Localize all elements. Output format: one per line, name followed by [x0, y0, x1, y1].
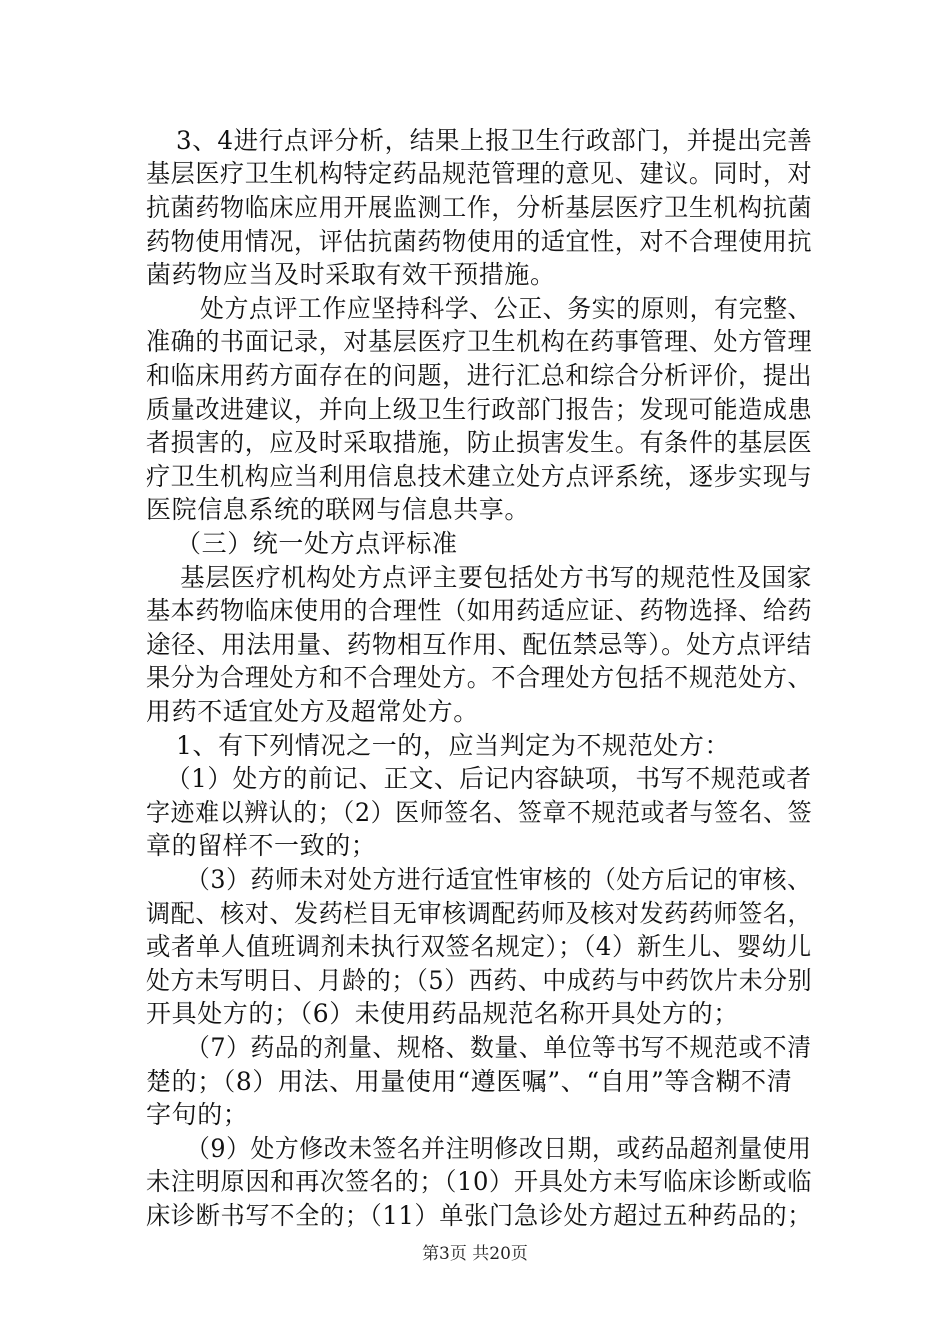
text-line: 者损害的，应及时采取措施，防止损害发生。有条件的基层医: [146, 428, 813, 457]
text-line: 章的留样不一致的；: [146, 831, 377, 860]
text-line: 基层医疗机构处方点评主要包括处方书写的规范性及国家: [180, 563, 813, 592]
text-line: （1）处方的前记、正文、后记内容缺项，书写不规范或者: [166, 764, 812, 793]
text-line: 质量改进建议，并向上级卫生行政部门报告；发现可能造成患: [146, 395, 813, 424]
text-line: 抗菌药物临床应用开展监测工作，分析基层医疗卫生机构抗菌: [146, 193, 813, 222]
text-line: 用药不适宜处方及超常处方。: [146, 697, 479, 726]
text-line: 途径、用法用量、药物相互作用、配伍禁忌等）。处方点评结: [146, 630, 812, 659]
text-line: 基层医疗卫生机构特定药品规范管理的意见、建议。同时，对: [146, 159, 813, 188]
section-heading: （三）统一处方点评标准: [176, 529, 458, 558]
text-line: 楚的；（8）用法、用量使用“遵医嘱”、“自用”等含糊不清: [146, 1067, 793, 1096]
text-line: 未注明原因和再次签名的；（10）开具处方未写临床诊断或临: [146, 1167, 813, 1196]
text-line: 基本药物临床使用的合理性（如用药适应证、药物选择、给药: [146, 596, 813, 625]
text-line: 和临床用药方面存在的问题，进行汇总和综合分析评价，提出: [146, 361, 813, 390]
text-line: 字句的；: [146, 1100, 249, 1129]
text-line: 或者单人值班调剂未执行双签名规定）；（4）新生儿、婴幼儿: [146, 932, 812, 961]
text-line: 字迹难以辨认的；（2）医师签名、签章不规范或者与签名、签: [146, 798, 813, 827]
text-line: 3、4进行点评分析，结果上报卫生行政部门，并提出完善: [176, 126, 813, 155]
text-line: 疗卫生机构应当利用信息技术建立处方点评系统，逐步实现与: [146, 462, 813, 491]
text-line: （9）处方修改未签名并注明修改日期，或药品超剂量使用: [186, 1134, 812, 1163]
text-line: 处方点评工作应坚持科学、公正、务实的原则，有完整、: [200, 294, 813, 323]
text-line: 医院信息系统的联网与信息共享。: [146, 495, 531, 524]
text-line: 开具处方的；（6）未使用药品规范名称开具处方的；: [146, 999, 739, 1028]
text-line: 准确的书面记录，对基层医疗卫生机构在药事管理、处方管理: [146, 327, 813, 356]
text-line: （7）药品的剂量、规格、数量、单位等书写不规范或不清: [186, 1033, 812, 1062]
text-line: 药物使用情况，评估抗菌药物使用的适宜性，对不合理使用抗: [146, 227, 813, 256]
text-line: 床诊断书写不全的；（11）单张门急诊处方超过五种药品的；: [146, 1201, 813, 1230]
text-line: （3）药师未对处方进行适宜性审核的（处方后记的审核、: [186, 865, 812, 894]
text-line: 调配、核对、发药栏目无审核调配药师及核对发药药师签名，: [146, 899, 813, 928]
text-line: 处方未写明日、月龄的；（5）西药、中成药与中药饮片未分别: [146, 966, 813, 995]
page-footer: 第3页 共20页: [422, 1244, 528, 1264]
text-line: 菌药物应当及时采取有效干预措施。: [146, 260, 556, 289]
text-line: 1、有下列情况之一的，应当判定为不规范处方：: [176, 731, 731, 760]
text-line: 果分为合理处方和不合理处方。不合理处方包括不规范处方、: [146, 663, 813, 692]
